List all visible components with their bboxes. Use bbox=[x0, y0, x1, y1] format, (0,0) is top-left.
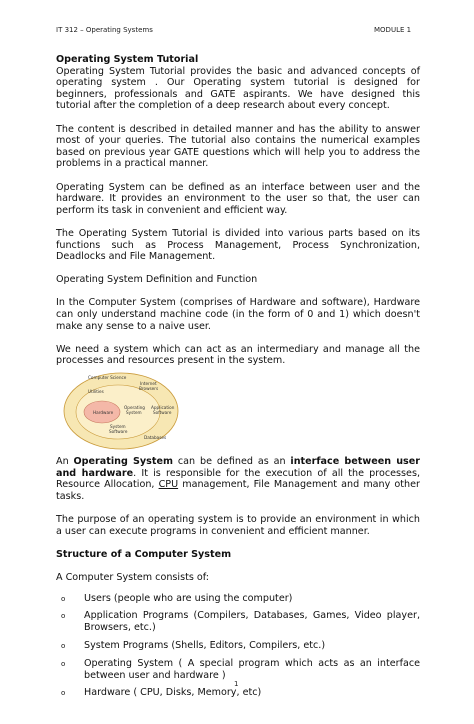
label-databases: Databases bbox=[144, 435, 167, 441]
page-number: 1 bbox=[234, 680, 239, 688]
bullet-icon: o bbox=[61, 594, 66, 603]
header-module: MODULE 1 bbox=[374, 26, 412, 34]
header-course: IT 312 – Operating Systems bbox=[56, 26, 153, 34]
list-item: o Application Programs (Compilers, Databases, Games, Video player, Browsers, etc.) bbox=[61, 610, 420, 634]
paragraph-hardware: In the Computer System (comprises of Hardware and software), Hardware can only understand machine code (in the form of 0 and 1) which doesn't make any sense to a naive user. bbox=[56, 297, 420, 332]
paragraph-content: The content is described in detailed manner and has the ability to answer most of your queries. The tutorial also contains the numerical examples based on previous year GATE questions which will help you to address the problems in a practical manner. bbox=[56, 123, 420, 170]
label-browsers: Browsers bbox=[139, 386, 159, 392]
list-item: o Users (people who are using the computer) bbox=[61, 592, 293, 604]
paragraph-intermediary: We need a system which can act as an intermediary and manage all the processes and resources present in the system. bbox=[56, 343, 420, 367]
paragraph-intro: Operating System Tutorial provides the basic and advanced concepts of operating system . Our Operating system tutorial is designed for beginners, professionals and GATE aspirants. We have designed this tutorial after the completion of a deep research about every concept. bbox=[56, 65, 420, 112]
bullet-icon: o bbox=[61, 641, 66, 650]
document-body bbox=[56, 54, 420, 705]
paragraph-purpose: The purpose of an operating system is to provide an environment in which a user can execute programs in convenient and efficient manner. bbox=[56, 514, 420, 537]
section-structure-heading: Structure of a Computer System bbox=[56, 548, 232, 560]
label-os-2: System bbox=[126, 410, 142, 416]
label-apps-2: Software bbox=[153, 410, 172, 416]
tutorial-title: Operating System Tutorial bbox=[56, 54, 199, 65]
bullet-icon: o bbox=[61, 659, 66, 668]
label-os: Operating bbox=[124, 405, 145, 411]
paragraph-parts: The Operating System Tutorial is divided into various parts based on its functions such as Process Management, Process Synchronization, Deadlocks and File Management. bbox=[56, 227, 420, 263]
list-item: o System Programs (Shells, Editors, Compilers, etc.) bbox=[61, 639, 326, 651]
label-hardware: Hardware bbox=[93, 410, 114, 416]
paragraph-consists: A Computer System consists of: bbox=[56, 571, 210, 583]
label-system-2: Software bbox=[109, 429, 128, 435]
label-internet: Internet bbox=[140, 381, 157, 387]
label-system: System bbox=[110, 424, 126, 430]
section-definition-heading: Operating System Definition and Function bbox=[56, 274, 258, 286]
label-utilities: Utilities bbox=[88, 389, 104, 395]
os-layers-diagram bbox=[62, 371, 180, 451]
bullet-icon: o bbox=[61, 689, 66, 698]
bullet-icon: o bbox=[61, 612, 66, 621]
label-apps: Application bbox=[151, 405, 175, 411]
list-item: o Operating System ( A special program which acts as an interface between user and hardware ) bbox=[61, 657, 420, 681]
label-outer: Computer Science bbox=[88, 375, 127, 381]
paragraph-os-definition: An Operating System can be defined as an interface between user and hardware. It is responsible for the execution of all the processes, Resource Allocation, CPU management, File Management and many other tasks. bbox=[56, 456, 420, 502]
list-item: o Hardware ( CPU, Disks, Memory, etc) bbox=[61, 687, 262, 699]
paragraph-interface: Operating System can be defined as an interface between user and the hardware. It provides an environment to the user so that, the user can perform its task in convenient and efficient way. bbox=[56, 181, 420, 216]
